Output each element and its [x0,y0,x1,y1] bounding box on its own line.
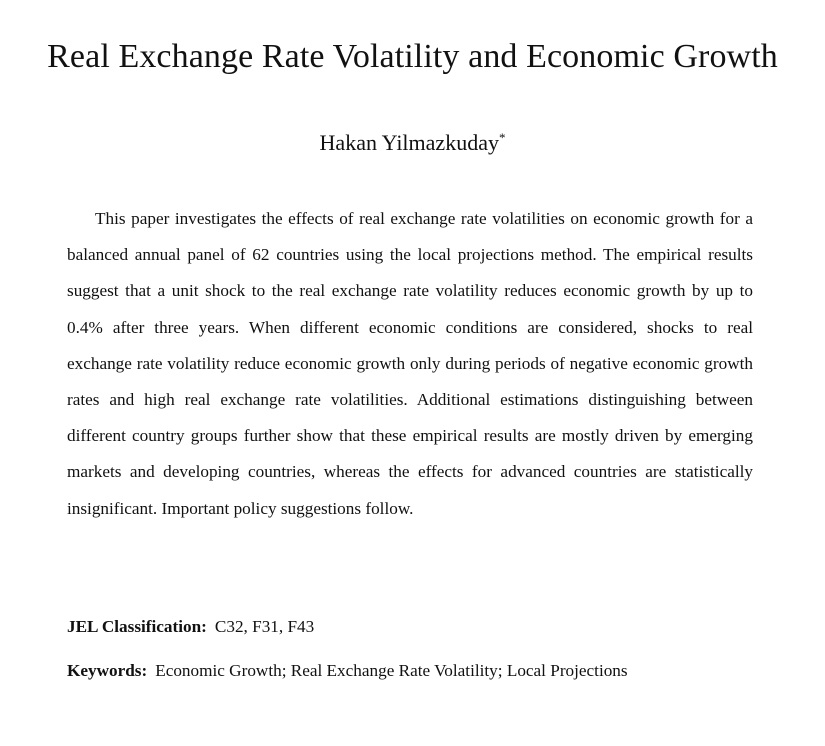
jel-label: JEL Classification: [67,617,207,636]
keywords-label: Keywords: [67,661,148,680]
keywords [67,661,628,681]
author-name: Hakan Yilmazkuday [319,130,499,155]
jel-codes: C32, F31, F43 [214,617,315,636]
author-line [0,130,825,156]
abstract-text: This paper investigates the effects of real exchange rate volatilities on economic growth for a balanced annual panel of 62 countries using the local projections method. The empirical results suggest that a unit shock to the real exchange rate volatility reduces economic growth by up to 0.4% after three years. When different economic conditions are considered, shocks to real exchange rate volatility reduce economic growth only during periods of negative economic growth rates and high real exchange rate volatilities. Additional estimations distinguishing between different country groups further show that these empirical results are mostly driven by emerging markets and developing countries, whereas the effects for advanced countries are statistically insignificant. Important policy suggestions follow. [67,209,753,518]
keywords-list: Economic Growth; Real Exchange Rate Volatility; Local Projections [155,661,628,680]
paper-title: Real Exchange Rate Volatility and Economic Growth [47,38,778,75]
jel-classification [67,617,314,637]
author-footnote-mark: * [498,130,506,145]
